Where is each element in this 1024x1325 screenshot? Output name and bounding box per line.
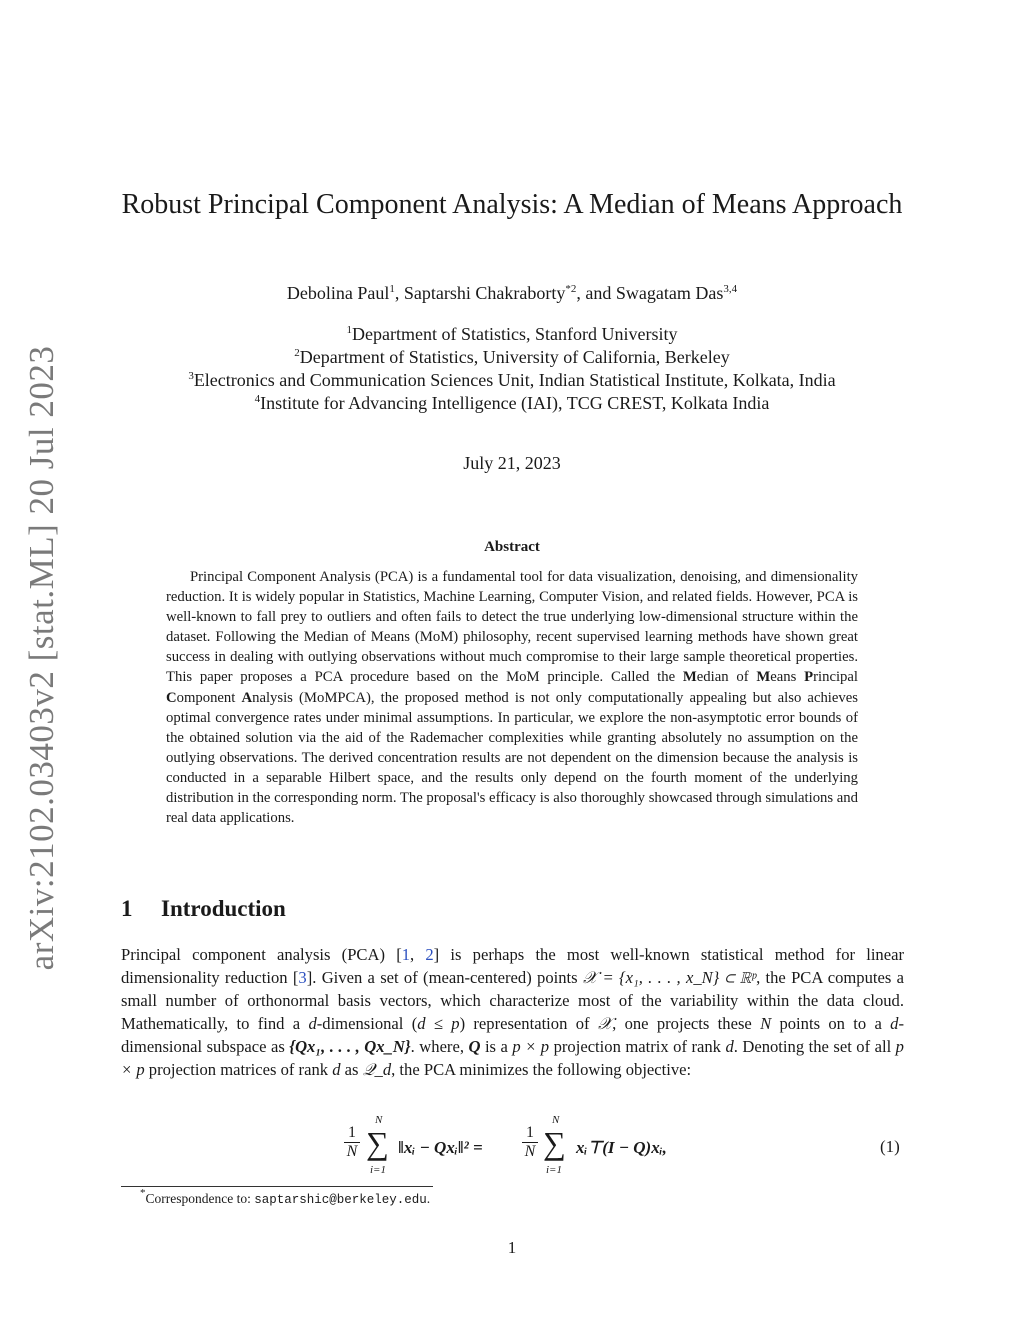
intro-text: ) representation of [459, 1014, 598, 1034]
footnote-email[interactable]: saptarshic@berkeley.edu [254, 1193, 427, 1207]
display-equation [330, 1114, 910, 1180]
paper-title: Robust Principal Component Analysis: A Median of Means Approach [121, 189, 903, 220]
affil-marker: 3 [188, 370, 194, 382]
acronym-rest: omponent [176, 689, 242, 706]
affiliation-list [100, 323, 924, 415]
abstract-heading: Abstract [484, 539, 540, 555]
sum-upper-limit: N [552, 1114, 560, 1126]
author-list [110, 283, 914, 304]
inline-math: {Qx₁, . . . , Qx_N} [289, 1037, 411, 1057]
affil-marker: 2 [294, 347, 300, 359]
intro-text: projection matrices of rank [144, 1060, 333, 1080]
abstract-text: Principal Component Analysis (PCA) is a fundamental tool for data visualization, denoising, and dimensionality reduction. It is widely popular in Statistics, Machine Learning, Computer Vision, and related fields. However, PCA is well-known to fall prey to outliers and often fails to detect the true underlying low-dimensional structure within the dataset. Following the Median of Means (MoM) philosophy, recent supervised learning methods have shown great success in dealing with outlying observations without much compromise to their large sample theoretical properties. This paper proposes a PCA procedure based on the MoM principle. Called the [166, 569, 858, 686]
fraction-denominator: N [344, 1142, 360, 1161]
summation-sign: ∑ [543, 1125, 566, 1161]
intro-paragraph [121, 943, 904, 1082]
acronym-rest: eans [770, 669, 805, 686]
inline-math: d [890, 1014, 899, 1034]
fraction-denominator: N [522, 1142, 538, 1161]
intro-text: projection matrix of rank [549, 1037, 726, 1057]
intro-text: Principal component analysis (PCA) [ [121, 945, 402, 964]
sum-lower-limit: i=1 [370, 1164, 386, 1176]
section-number: 1 [121, 896, 133, 921]
affil-marker: 1 [346, 324, 353, 336]
intro-text: -dimensional subspace as [121, 1014, 904, 1057]
inline-math: Q [468, 1037, 481, 1057]
arxiv-stamp: arXiv:2102.03403v2 [stat.ML] 20 Jul 2023 [22, 345, 61, 971]
abstract-body [166, 567, 858, 828]
affiliation [100, 369, 924, 392]
author-separator: , [394, 283, 404, 303]
intro-text: , one projects these [612, 1014, 761, 1034]
affil-marker: 4 [254, 393, 261, 405]
inline-math: d [308, 1014, 317, 1034]
affil-text: Electronics and Communication Sciences Unit, Indian Statistical Institute, Kolkata, India [193, 370, 836, 390]
affiliation [100, 323, 924, 346]
section-title: Introduction [161, 896, 286, 921]
author-name: Debolina Paul [286, 283, 390, 303]
author-affil-marker: 1 [389, 283, 395, 295]
footnote-divider [121, 1186, 433, 1187]
intro-text: points on to a [771, 1014, 891, 1034]
intro-text: as [340, 1060, 363, 1080]
acronym-rest: rincipal [813, 669, 858, 686]
section-heading [121, 896, 286, 922]
intro-text: , the PCA computes a small number of orthonormal basis vectors, which characterize most of the variability within the data cloud. Mathematically, to find a [121, 968, 904, 1034]
footnote-text: Correspondence to: [145, 1191, 255, 1206]
abstract-text: (MoMPCA), the proposed method is not only computationally appealing but also achieves optimal convergence rates under minimal assumptions. In particular, we explore the non-asymptotic error bounds of the obtained solution via the aid of the Rademacher complexities while granting absolutely no assumption on the outlying observations. The derived concentration results are not dependent on the dimension because the analysis is conducted in a separable Hilbert space, and the results only depend on the fourth moment of the underlying distribution in the corresponding norm. The proposal's efficacy is also thoroughly showcased through simulations and real data applications. [166, 689, 858, 827]
acronym-letter: M [682, 669, 697, 686]
citation-link[interactable]: 2 [425, 945, 434, 964]
equation-fraction [522, 1124, 538, 1161]
inline-math: d [725, 1037, 734, 1057]
inline-math: d ≤ p [417, 1014, 460, 1034]
inline-math: p × p [121, 1037, 904, 1080]
equation-rhs: xᵢ⊤(I − Q)xᵢ, [576, 1138, 667, 1157]
page-number: 1 [507, 1238, 517, 1257]
acronym-letter: M [756, 669, 771, 686]
footnote [140, 1187, 431, 1207]
affiliation [100, 346, 924, 369]
inline-math: d [332, 1060, 341, 1080]
intro-text: . Denoting the set of all [733, 1037, 896, 1057]
inline-math: 𝒬_d [362, 1060, 392, 1080]
affil-text: Institute for Advancing Intelligence (IAI), TCG CREST, Kolkata India [260, 393, 770, 413]
affiliation [100, 392, 924, 415]
affil-text: Department of Statistics, Stanford University [352, 324, 678, 344]
intro-text: ] is perhaps the most well-known statistical method for linear dimensionality reduction [ [121, 945, 904, 988]
intro-text: is a [480, 1037, 513, 1057]
citation-link[interactable]: 1 [401, 945, 411, 964]
author-separator: , and [576, 283, 616, 303]
intro-text: , [410, 945, 426, 964]
author-name: Saptarshi Chakraborty [403, 283, 566, 303]
inline-math: p × p [512, 1037, 550, 1057]
fraction-numerator: 1 [348, 1124, 356, 1141]
acronym-letter: P [804, 669, 814, 686]
citation-link[interactable]: 3 [298, 968, 307, 988]
sum-lower-limit: i=1 [546, 1164, 562, 1176]
author-affil-marker: *2 [565, 283, 577, 295]
inline-math: N [760, 1014, 772, 1034]
inline-math: 𝒳 [597, 1014, 613, 1034]
author-name: Swagatam Das [615, 283, 724, 303]
affil-text: Department of Statistics, University of California, Berkeley [299, 347, 730, 367]
acronym-rest: edian of [696, 669, 757, 686]
intro-text: ]. Given a set of (mean-centered) points [306, 968, 583, 988]
acronym-letter: C [166, 689, 177, 706]
footnote-text: . [426, 1191, 431, 1206]
equation-fraction [344, 1124, 360, 1161]
acronym-letter: A [241, 689, 253, 706]
fraction-numerator: 1 [526, 1124, 534, 1141]
inline-math: 𝒳 = {x₁, . . . , x_N} ⊂ ℝᵖ [582, 968, 757, 988]
intro-text: . where, [410, 1037, 469, 1057]
acronym-rest: nalysis [252, 689, 293, 706]
sum-upper-limit: N [375, 1114, 383, 1126]
summation-sign: ∑ [366, 1125, 389, 1161]
equation-lhs: ‖xᵢ − Qxᵢ‖² = [398, 1138, 483, 1157]
footnote-marker: * [140, 1187, 146, 1199]
intro-text: , the PCA minimizes the following objective: [391, 1060, 692, 1080]
intro-text: -dimensional ( [316, 1014, 418, 1034]
author-affil-marker: 3,4 [723, 283, 738, 295]
equation-number: (1) [880, 1137, 900, 1156]
paper-date: July 21, 2023 [463, 453, 561, 473]
